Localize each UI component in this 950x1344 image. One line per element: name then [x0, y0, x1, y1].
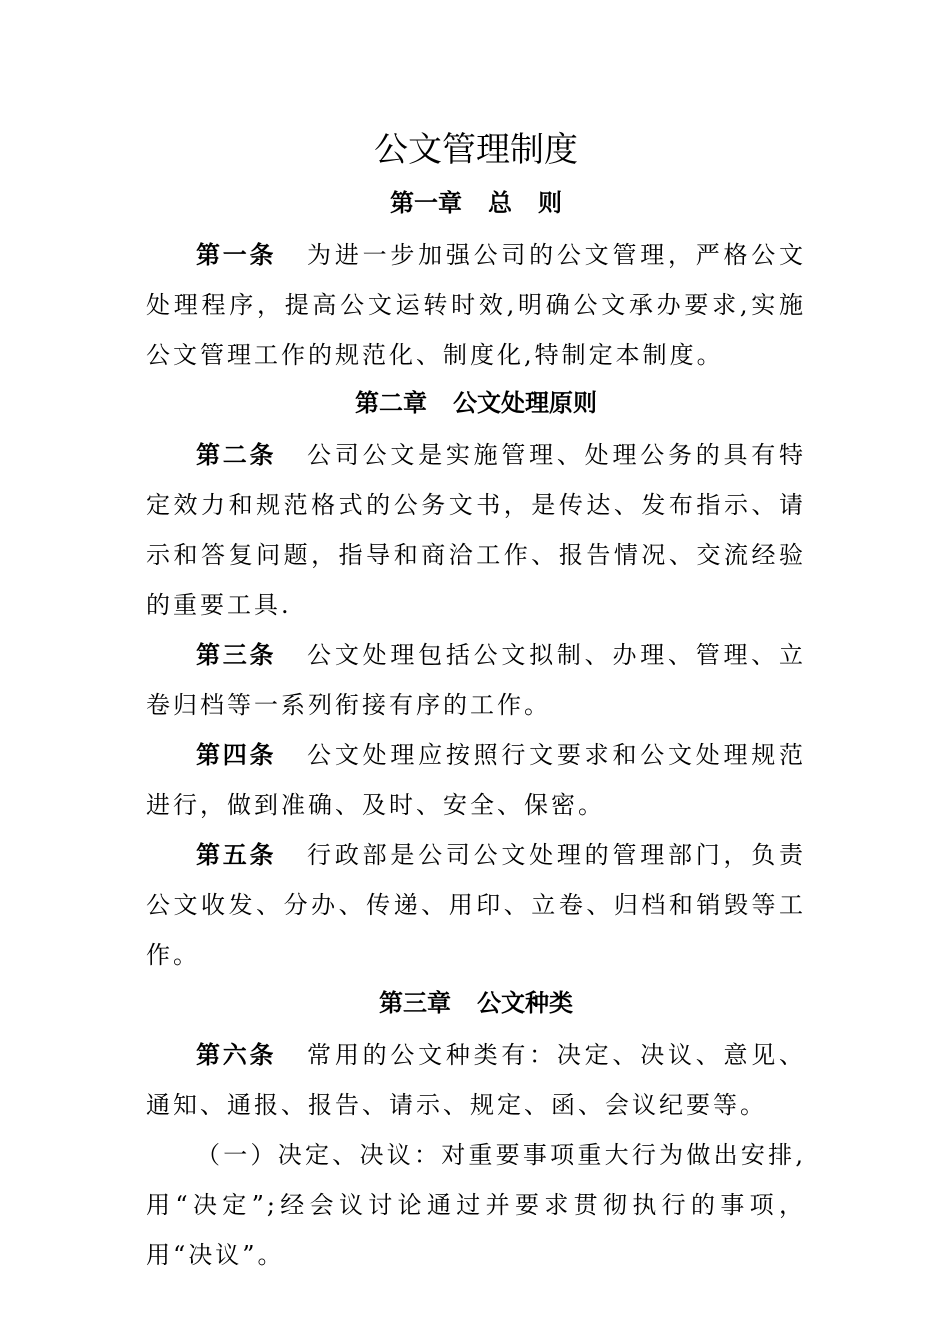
article-paragraph	[146, 430, 806, 630]
article-paragraph	[146, 630, 806, 730]
article-label: 第一条	[196, 240, 277, 269]
article-label: 第二条	[196, 440, 277, 469]
article-text: 公文处理应按照行文要求和公文处理规范进行，做到准确、及时、安全、保密。	[146, 741, 807, 819]
article-text: 行政部是公司公文处理的管理部门，负责公文收发、分办、传递、用印、立卷、归档和销毁等工作。	[146, 841, 807, 969]
chapter-heading	[146, 380, 806, 430]
list-item	[146, 1130, 806, 1280]
article-text: 公文处理包括公文拟制、办理、管理、立卷归档等一系列衔接有序的工作。	[146, 641, 807, 719]
article-paragraph	[146, 730, 806, 830]
article-text: 公司公文是实施管理、处理公务的具有特定效力和规范格式的公务文书，是传达、发布指示、请示和答复问题，指导和商洽工作、报告情况、交流经验的重要工具.	[146, 441, 807, 619]
chapter-title-part: 总	[488, 188, 512, 217]
list-item-text: （一）决定、决议：对重要事项重大行为做出安排,用“决定”;经会议讨论通过并要求贯彻执行的事项，用“决议”。	[146, 1141, 806, 1269]
article-label: 第五条	[196, 840, 277, 869]
chapter-title: 公文种类	[477, 988, 573, 1017]
chapter-title: 公文处理原则	[453, 388, 597, 417]
article-text: 常用的公文种类有：决定、决议、意见、通知、通报、报告、请示、规定、函、会议纪要等。	[146, 1041, 807, 1119]
document-page	[146, 120, 806, 1280]
chapter-heading	[146, 980, 806, 1030]
article-label: 第三条	[196, 640, 277, 669]
chapter-title-part: 则	[538, 188, 562, 217]
article-text: 为进一步加强公司的公文管理，严格公文处理程序，提高公文运转时效,明确公文承办要求,实施公文管理工作的规范化、制度化,特制定本制度。	[146, 241, 807, 369]
article-paragraph	[146, 1030, 806, 1130]
article-paragraph	[146, 230, 806, 380]
chapter-number: 第三章	[379, 988, 451, 1017]
chapter-number: 第一章	[390, 188, 462, 217]
chapter-heading	[146, 180, 806, 230]
chapter-number: 第二章	[355, 388, 427, 417]
article-paragraph	[146, 830, 806, 980]
article-label: 第六条	[196, 1040, 277, 1069]
article-label: 第四条	[196, 740, 277, 769]
document-title: 公文管理制度	[374, 130, 578, 170]
